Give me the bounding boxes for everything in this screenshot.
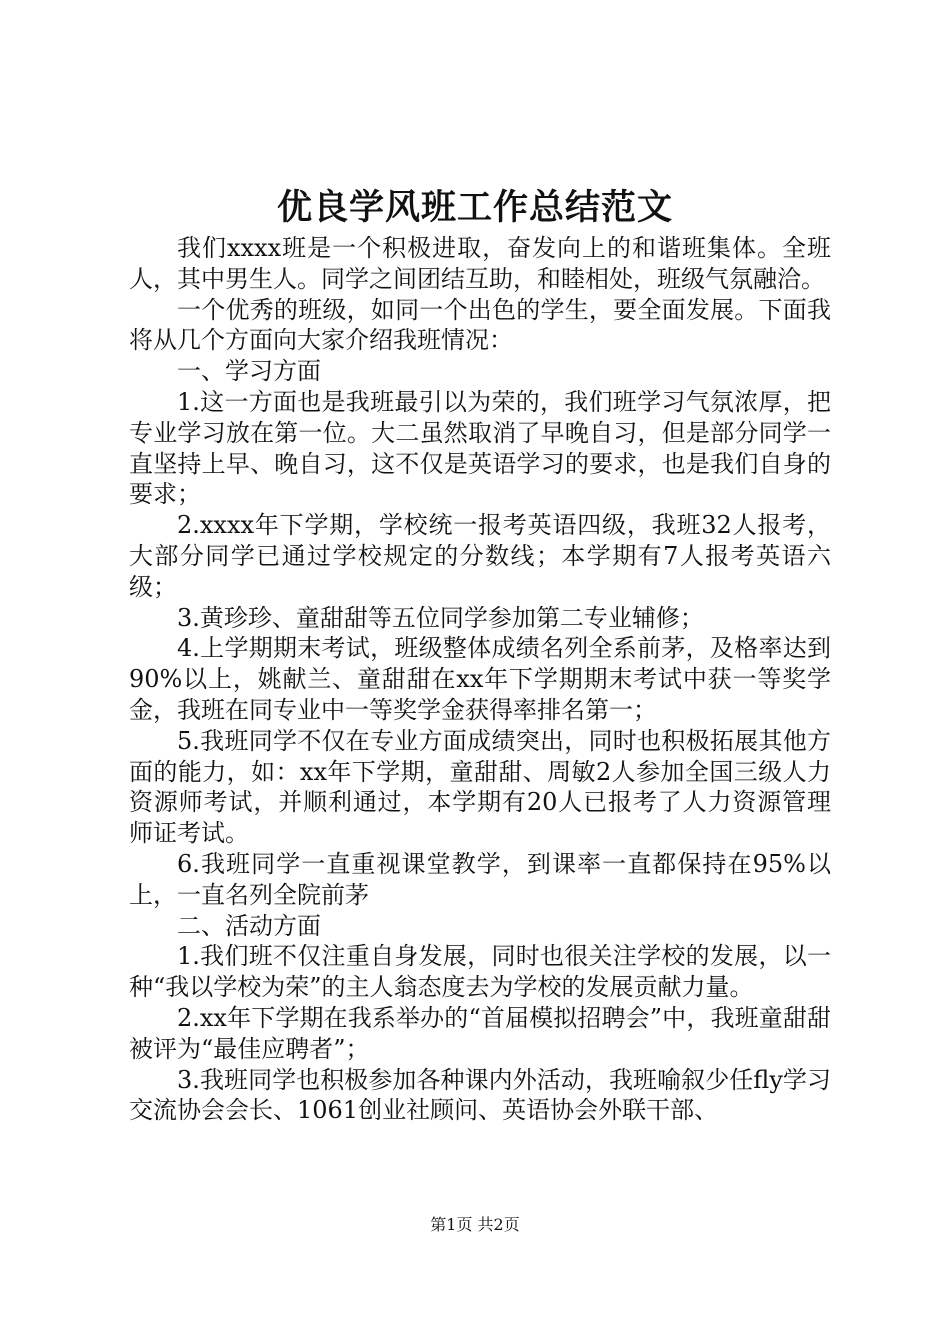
paragraph-overview: 一个优秀的班级，如同一个出色的学生，要全面发展。下面我将从几个方面向大家介绍我班情况： bbox=[129, 295, 831, 355]
section-heading-activities: 二、活动方面 bbox=[177, 911, 321, 940]
activity-item-1: 1.我们班不仅注重自身发展，同时也很关注学校的发展，以一种“我以学校为荣”的主人翁态度去为学校的发展贡献力量。 bbox=[129, 942, 831, 1002]
study-item-4: 4.上学期期末考试，班级整体成绩名列全系前茅，及格率达到90%以上，姚献兰、童甜甜在xx年下学期期末考试中获一等奖学金，我班在同专业中一等奖学金获得率排名第一； bbox=[129, 634, 831, 724]
paragraph-intro: 我们xxxx班是一个积极进取，奋发向上的和谐班集体。全班人，其中男生人。同学之间团结互助，和睦相处，班级气氛融洽。 bbox=[129, 234, 831, 293]
study-item-6: 6.我班同学一直重视课堂教学，到课率一直都保持在95%以上，一直名列全院前茅 bbox=[129, 849, 831, 909]
page-footer: 第1页 共2页 bbox=[430, 1215, 520, 1234]
document-body bbox=[129, 233, 831, 1126]
document-title: 优良学风班工作总结范文 bbox=[276, 187, 673, 228]
study-item-3: 3.黄珍珍、童甜甜等五位同学参加第二专业辅修； bbox=[177, 603, 704, 632]
activity-item-3: 3.我班同学也积极参加各种课内外活动，我班喻叙少任fly学习交流协会会长、1061创业社顾问、英语协会外联干部、 bbox=[129, 1065, 831, 1125]
study-item-2: 2.xxxx年下学期，学校统一报考英语四级，我班32人报考，大部分同学已通过学校规定的分数线；本学期有7人报考英语六级； bbox=[129, 511, 831, 601]
study-item-1: 1.这一方面也是我班最引以为荣的，我们班学习气氛浓厚，把专业学习放在第一位。大二虽然取消了早晚自习，但是部分同学一直坚持上早、晚自习，这不仅是英语学习的要求，也是我们自身的要求； bbox=[129, 387, 831, 509]
study-item-5: 5.我班同学不仅在专业方面成绩突出，同时也积极拓展其他方面的能力，如：xx年下学期，童甜甜、周敏2人参加全国三级人力资源师考试，并顺利通过，本学期有20人已报考了人力资源管理师证考试。 bbox=[129, 726, 831, 848]
activity-item-2: 2.xx年下学期在我系举办的“首届模拟招聘会”中，我班童甜甜被评为“最佳应聘者”； bbox=[129, 1003, 831, 1063]
section-heading-study: 一、学习方面 bbox=[177, 357, 321, 386]
